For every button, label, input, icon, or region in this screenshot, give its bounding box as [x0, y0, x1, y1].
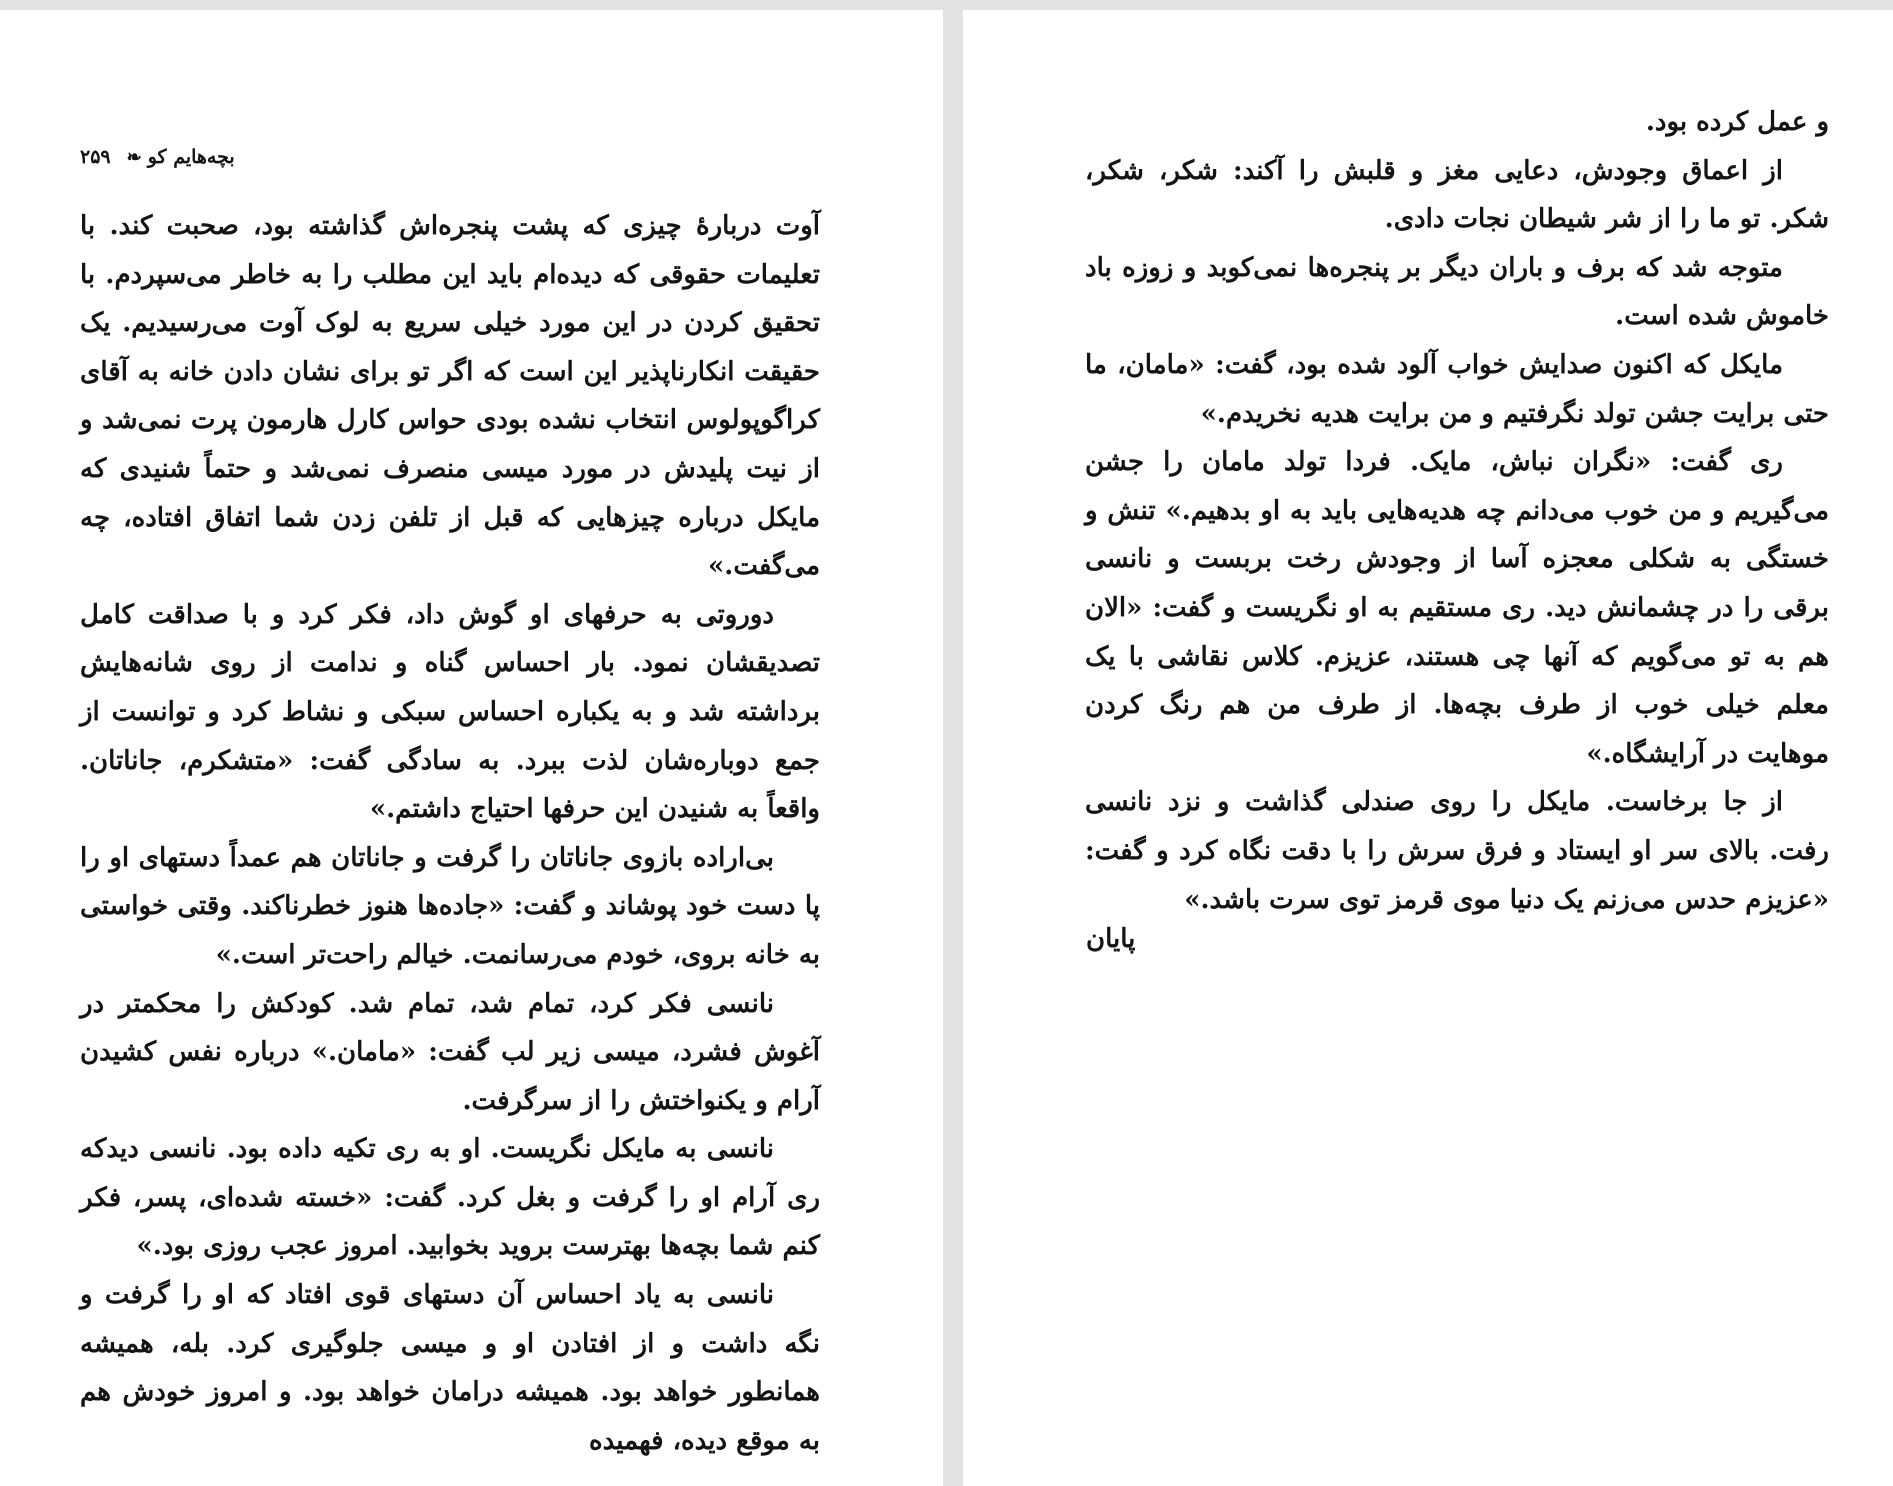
- left-page-text: [80, 202, 820, 1465]
- paragraph: نانسی فکر کرد، تمام شد، تمام شد. کودکش را محکمتر در آغوش فشرد، میسی زیر لب گفت: «مامان.» درباره نفس کشیدن آرام و یکنواختش را از سرگرفت.: [80, 988, 820, 1116]
- right-page-text: [1085, 98, 1829, 924]
- paragraph: مایکل که اکنون صدایش خواب آلود شده بود، گفت: «مامان، ما حتی برایت جشن تولد نگرفتیم و من برایت هدیه نخریدم.»: [1085, 349, 1829, 429]
- decorative-book-icon: ❧: [126, 147, 142, 168]
- paragraph: بی‌اراده بازوی جاناتان را گرفت و جاناتان هم عمداً دستهای او را پا دست خود پوشاند و گفت: «جاده‌ها هنوز خطرناکند. وقتی خواستی به خانه بروی، خودم می‌رسانمت. خیالم راحت‌تر است.»: [80, 842, 820, 970]
- paragraph: و عمل کرده بود.: [1645, 107, 1829, 137]
- paragraph: نانسی به مایکل نگریست. او به ری تکیه داده بود. نانسی دیدکه ری آرام او را گرفت و بغل کرد. گفت: «خسته شده‌ای، پسر، فکر کنم شما بچه‌ها بهترست بروید بخوابید. امروز عجب روزی بود.»: [80, 1134, 820, 1262]
- ending-text: پایان: [1086, 924, 1136, 954]
- paragraph: ری گفت: «نگران نباش، مایک. فردا تولد مامان را جشن می‌گیریم و من خوب می‌دانم چه هدیه‌هایی باید به او بدهیم.» تنش و خستگی به شکلی معجزه آسا از وجودش رخت بربست و نانسی برقی را در چشمانش دید. ری مستقیم به او نگریست و گفت: «الان هم به تو می‌گویم که آنها چی هستند، عزیزم. کلاس نقاشی با یک معلم خیلی خوب از طرف بچه‌ها. از طرف من هم رنگ کردن موهایت در آرایشگاه.»: [1085, 447, 1829, 769]
- paragraph: نانسی به یاد احساس آن دستهای قوی افتاد که او را گرفت و نگه داشت و از افتادن او و میسی جلوگیری کرد. بله، همیشه همانطور خواهد بود. همیشه درامان خواهد بود. و امروز خودش هم به موقع دیده، فهمیده: [80, 1280, 820, 1456]
- page-number: ۲۵۹: [80, 146, 111, 168]
- book-title: بچه‌هایم کو: [147, 146, 235, 168]
- paragraph: متوجه شد که برف و باران دیگر بر پنجره‌ها نمی‌کوبد و زوزه باد خاموش شده است.: [1085, 252, 1829, 332]
- running-header: [80, 146, 235, 168]
- left-page: [0, 10, 943, 1486]
- paragraph: از جا برخاست. مایکل را روی صندلی گذاشت و نزد نانسی رفت. بالای سر او ایستاد و فرق سرش را با دقت نگاه کرد و گفت: «عزیزم حدس می‌زنم یک دنیا موی قرمز توی سرت باشد.»: [1085, 787, 1829, 915]
- paragraph: از اعماق وجودش، دعایی مغز و قلبش را آکند: شکر، شکر، شکر. تو ما را از شر شیطان نجات دادی.: [1085, 155, 1829, 235]
- paragraph: دوروتی به حرفهای او گوش داد، فکر کرد و با صداقت کامل تصدیقشان نمود. بار احساس گناه و ندامت از روی شانه‌هایش برداشته شد و به یکباره احساس سبکی و نشاط کرد و توانست از جمع دوباره‌شان لذت ببرد. به سادگی گفت: «متشکرم، جاناتان. واقعاً به شنیدن این حرفها احتیاج داشتم.»: [80, 599, 820, 825]
- paragraph: آوت دربارهٔ چیزی که پشت پنجره‌اش گذاشته بود، صحبت کند. با تعلیمات حقوقی که دیده‌ام باید این مطلب را به خاطر می‌سپردم. با تحقیق کردن در این مورد خیلی سریع به لوک آوت می‌رسیدیم. یک حقیقت انکارناپذیر این است که اگر تو برای نشان دادن خانه به آقای کراگوپولوس انتخاب نشده بودی حواس کارل هارمون پرت نمی‌شد و از نیت پلیدش در مورد میسی منصرف نمی‌شد و حتماً شنیدی که مایکل درباره چیزهایی که قبل از تلفن زدن شما اتفاق افتاده، چه می‌گفت.»: [80, 211, 820, 582]
